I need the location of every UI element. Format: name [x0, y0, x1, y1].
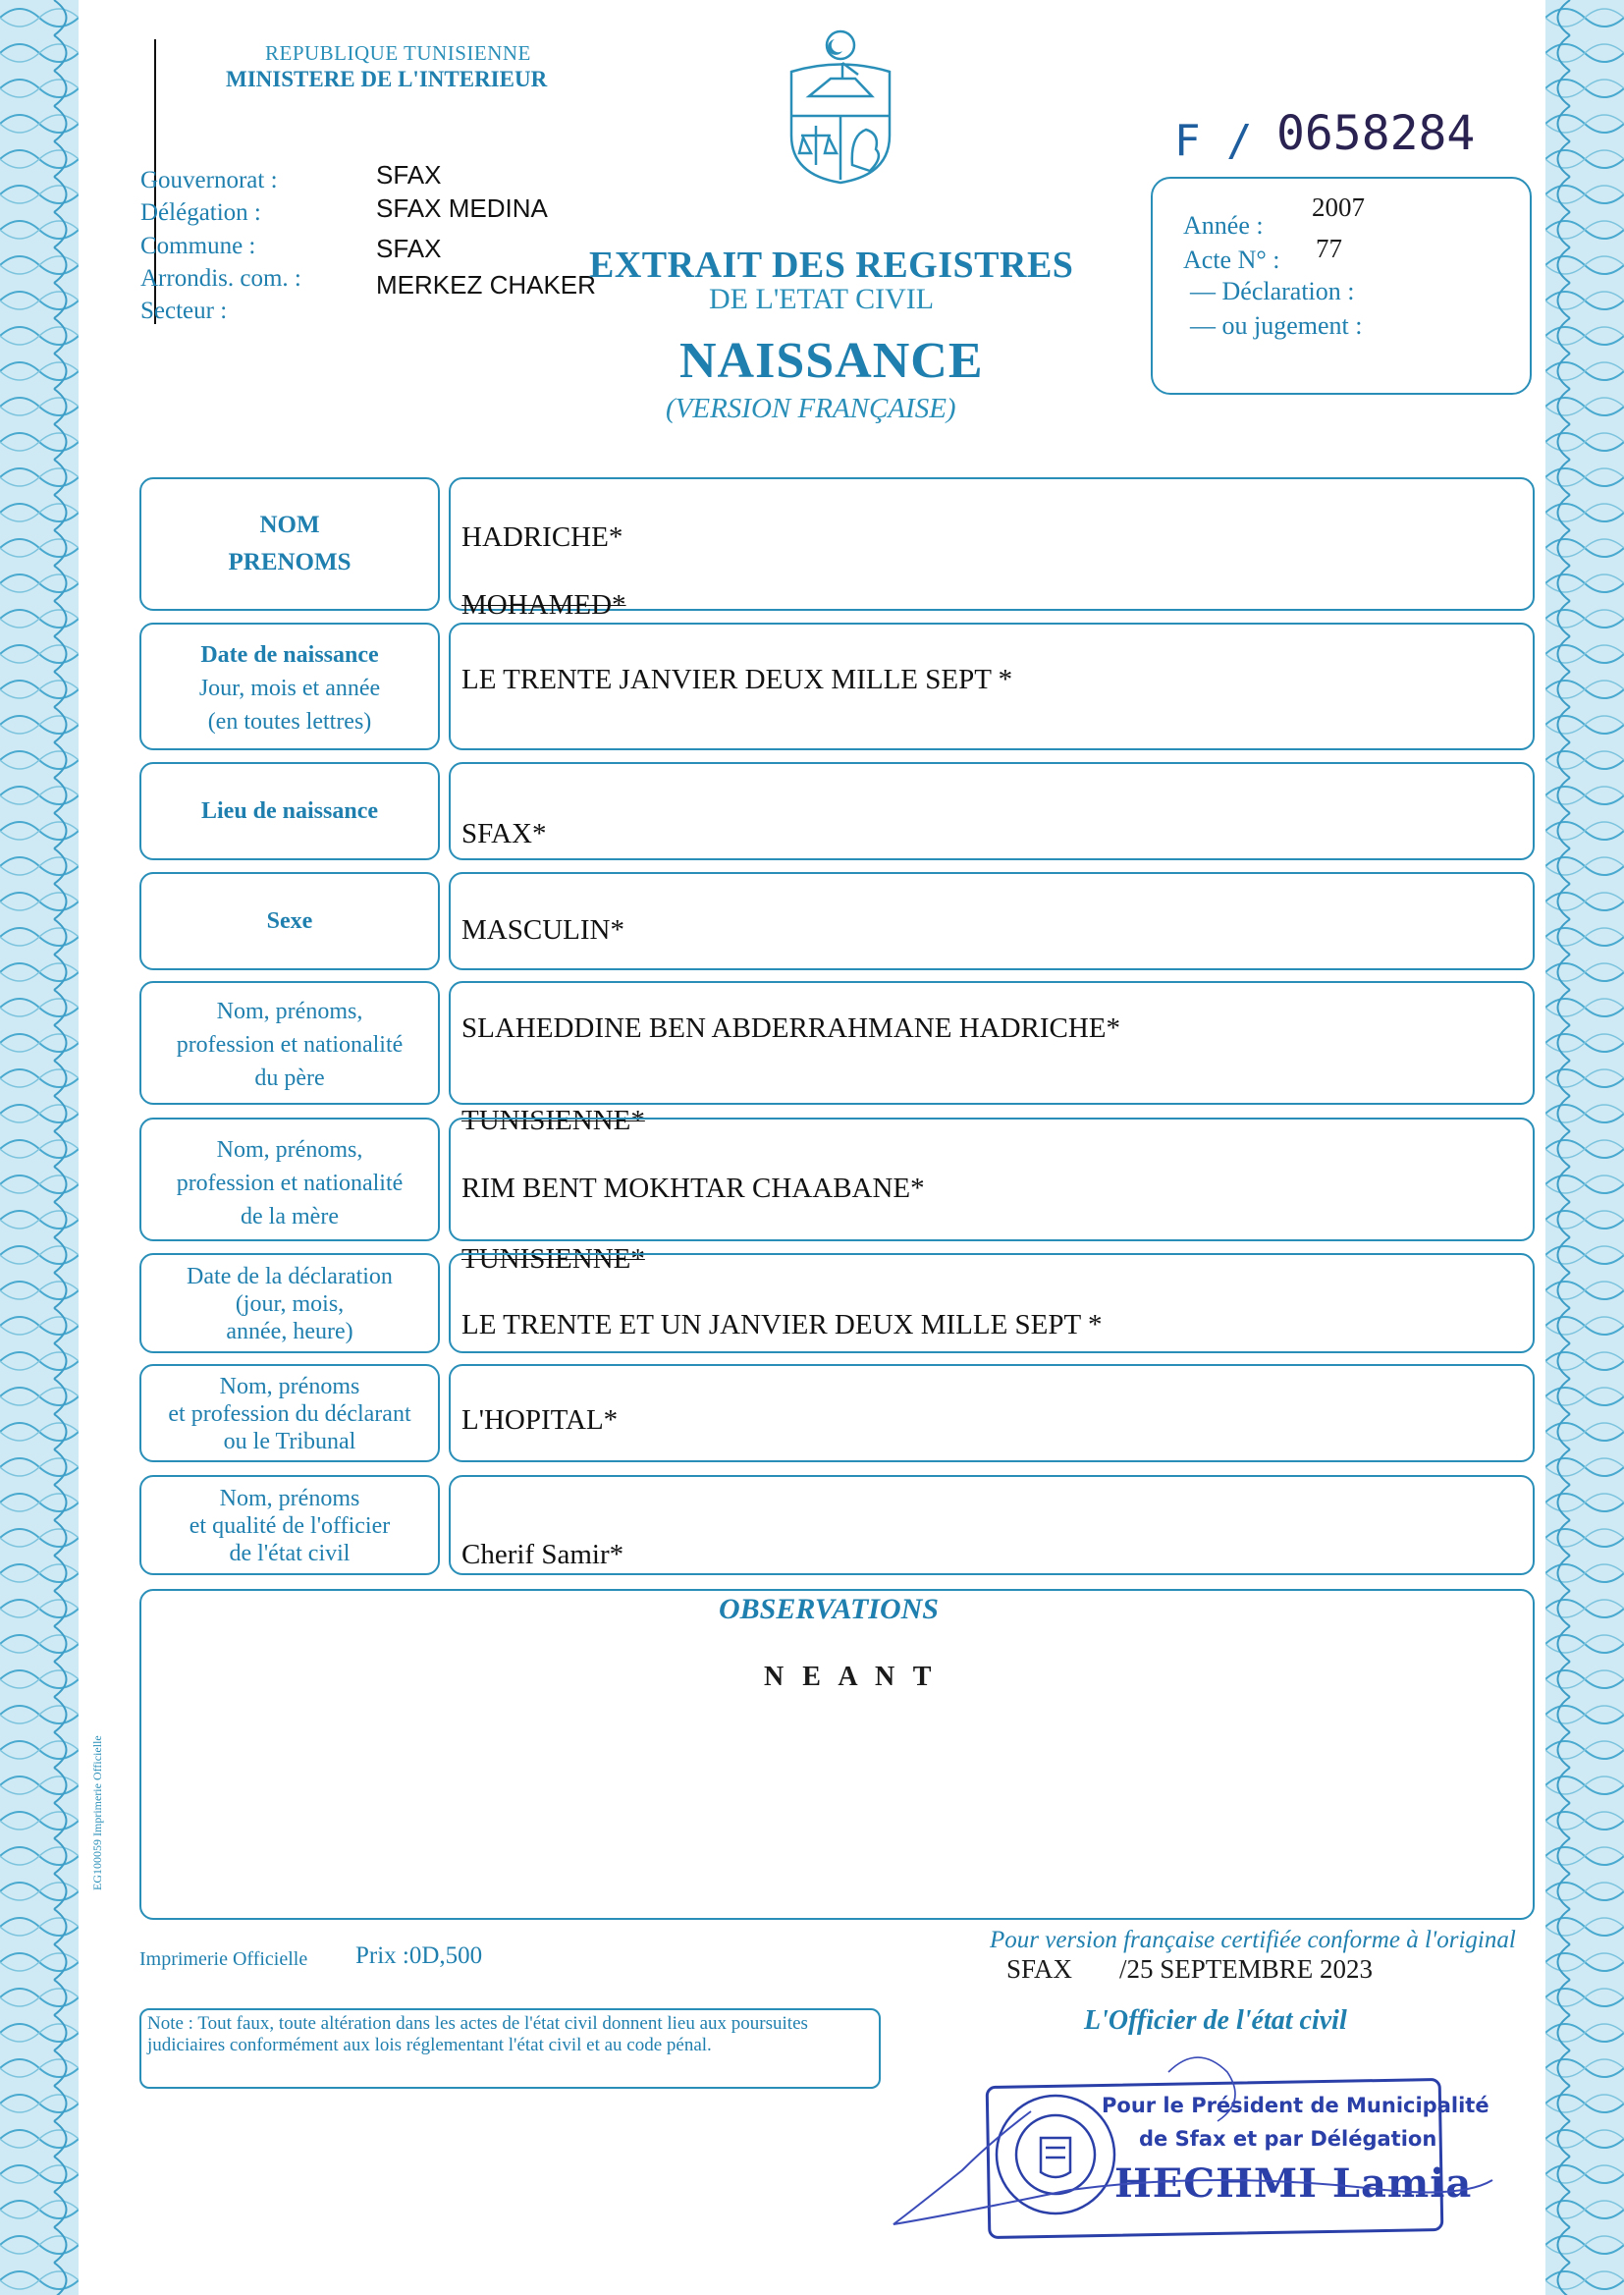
serial-number: 0658284: [1276, 106, 1476, 161]
date-value: LE TRENTE JANVIER DEUX MILLE SEPT *: [461, 664, 1013, 695]
decl-label-2: (jour, mois,: [235, 1290, 345, 1317]
declarant-label-3: ou le Tribunal: [223, 1428, 356, 1454]
declarant-label-2: et profession du déclarant: [168, 1400, 411, 1427]
declaration-label: — Déclaration :: [1190, 277, 1355, 305]
lieu-value-box: [449, 762, 1535, 860]
prenoms-value: MOHAMED*: [461, 589, 626, 621]
officier-title: L'Officier de l'état civil: [1084, 2005, 1347, 2036]
decl-label-3: année, heure): [226, 1318, 353, 1344]
prenoms-label: PRENOMS: [228, 548, 352, 575]
mere-label-3: de la mère: [241, 1203, 339, 1229]
title-main: NAISSANCE: [679, 333, 984, 389]
officier-value: Cherif Samir*: [461, 1539, 624, 1570]
commune-label: Commune :: [140, 233, 256, 259]
secteur-label: Secteur :: [140, 298, 228, 324]
observations-title: OBSERVATIONS: [719, 1593, 939, 1625]
officier-label-3: de l'état civil: [229, 1540, 351, 1566]
gouvernorat-value: SFAX: [376, 160, 442, 190]
certification-city: SFAX: [1006, 1954, 1073, 1984]
jugement-label: — ou jugement :: [1190, 311, 1363, 340]
mere-label-1: Nom, prénoms,: [216, 1136, 363, 1163]
imprimerie-label: Imprimerie Officielle: [139, 1948, 308, 1970]
side-print-code: EG100059 Imprimerie Officielle: [90, 1735, 104, 1890]
signature: [874, 2033, 1502, 2249]
republic-heading: REPUBLIQUE TUNISIENNE: [265, 41, 531, 65]
title-version: (VERSION FRANÇAISE): [666, 393, 956, 424]
prix-label: Prix :0D,500: [355, 1942, 483, 1969]
annee-label: Année :: [1183, 211, 1264, 240]
pere-label-2: profession et nationalité: [176, 1031, 404, 1058]
title-line1: EXTRAIT DES REGISTRES: [589, 245, 1074, 286]
nom-label: NOM: [259, 511, 320, 538]
date-label-3: (en toutes lettres): [207, 708, 372, 735]
observations-box: [139, 1589, 1535, 1920]
note-text: Note : Tout faux, toute altération dans les actes de l'état civil donnent lieu aux poursuites judiciaires conformément aux lois réglementant l'état civil et au code pénal.: [147, 2013, 808, 2055]
date-label-1: Date de naissance: [200, 641, 379, 668]
acte-label: Acte N° :: [1183, 246, 1280, 274]
mere-nationality: TUNISIENNE*: [461, 1243, 645, 1275]
observations-value: N E A N T: [764, 1662, 938, 1692]
officier-label-1: Nom, prénoms: [219, 1485, 360, 1511]
mere-value: RIM BENT MOKHTAR CHAABANE*: [461, 1173, 925, 1204]
date-label-2: Jour, mois et année: [198, 675, 381, 701]
pere-nationality: TUNISIENNE*: [461, 1105, 645, 1136]
sexe-value: MASCULIN*: [461, 914, 624, 946]
pere-label-3: du père: [254, 1065, 325, 1091]
delegation-label: Délégation :: [140, 199, 261, 226]
stamp-line1: Pour le Président de Municipalité: [1102, 2094, 1489, 2117]
guilloche-border-right: [1545, 0, 1624, 2295]
stamp-line2: de Sfax et par Délégation: [1139, 2127, 1437, 2151]
nom-value: HADRICHE*: [461, 521, 623, 553]
acte-value: 77: [1316, 234, 1342, 263]
stamp-line3: HECHMI Lamia: [1114, 2160, 1473, 2207]
pere-value: SLAHEDDINE BEN ABDERRAHMANE HADRICHE*: [461, 1012, 1121, 1044]
declarant-value: L'HOPITAL*: [461, 1404, 619, 1436]
annee-value: 2007: [1312, 192, 1365, 222]
title-line2: DE L'ETAT CIVIL: [709, 283, 935, 315]
lieu-value: SFAX*: [461, 818, 547, 849]
delegation-value: SFAX MEDINA: [376, 193, 548, 223]
decl-label-1: Date de la déclaration: [187, 1263, 393, 1289]
ministry-heading: MINISTERE DE L'INTERIEUR: [226, 67, 548, 91]
arrondis-value: MERKEZ CHAKER: [376, 270, 596, 300]
officier-label-2: et qualité de l'officier: [189, 1512, 391, 1539]
lieu-label: Lieu de naissance: [200, 797, 379, 824]
guilloche-border-left: [0, 0, 79, 2295]
commune-value: SFAX: [376, 234, 442, 263]
certification-date: /25 SEPTEMBRE 2023: [1119, 1954, 1374, 1984]
mere-label-2: profession et nationalité: [176, 1170, 404, 1196]
sexe-label: Sexe: [266, 907, 313, 934]
decl-value: LE TRENTE ET UN JANVIER DEUX MILLE SEPT *: [461, 1309, 1103, 1340]
coat-of-arms-icon: [772, 27, 909, 185]
arrondis-label: Arrondis. com. :: [140, 265, 301, 292]
certification-text: Pour version française certifiée conforme à l'original: [990, 1927, 1516, 1953]
gouvernorat-label: Gouvernorat :: [140, 167, 278, 193]
declarant-label-1: Nom, prénoms: [219, 1373, 360, 1399]
serial-prefix: F /: [1174, 116, 1253, 166]
pere-label-1: Nom, prénoms,: [216, 998, 363, 1024]
